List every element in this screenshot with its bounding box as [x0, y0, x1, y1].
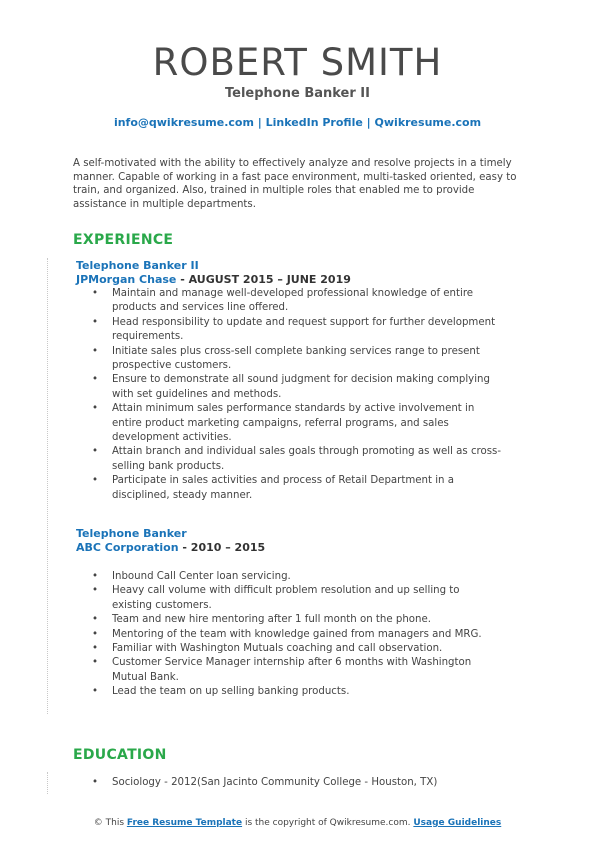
- job-company: JPMorgan Chase: [76, 273, 177, 286]
- list-item: • Participate in sales activities and process of Retail Department in a disciplined, steady manner.: [76, 474, 502, 503]
- job-title: Telephone Banker II: [76, 259, 199, 272]
- email-link[interactable]: info@qwikresume.com: [113, 116, 254, 129]
- experience-divider: [47, 258, 48, 714]
- usage-guidelines-link[interactable]: Usage Guidelines: [413, 818, 502, 828]
- contact-separator: |: [257, 116, 262, 129]
- list-item: • Team and new hire mentoring after 1 full month on the phone.: [76, 613, 502, 627]
- job-entry-1: [76, 259, 516, 503]
- job-company-line: [76, 273, 516, 287]
- list-item: • Familiar with Washington Mutuals coaching and call observation.: [76, 642, 502, 656]
- job-title: Telephone Banker: [76, 527, 187, 540]
- job-company: ABC Corporation: [76, 541, 179, 554]
- linkedin-link[interactable]: LinkedIn Profile: [265, 116, 363, 129]
- footer-middle: is the copyright of Qwikresume.com.: [242, 818, 414, 828]
- list-item: • Customer Service Manager internship after 6 months with Washington Mutual Bank.: [76, 656, 502, 685]
- candidate-title: Telephone Banker II: [225, 86, 370, 101]
- footer-prefix: © This: [93, 818, 127, 828]
- list-item: • Heavy call volume with difficult problem resolution and up selling to existing customers.: [76, 584, 502, 613]
- footer: [0, 818, 595, 828]
- job-company-line: [76, 541, 516, 555]
- website-link[interactable]: Qwikresume.com: [374, 116, 482, 129]
- list-item: • Maintain and manage well-developed professional knowledge of entire products and services line offered.: [76, 287, 502, 316]
- job-bullets: [76, 570, 516, 700]
- job-dates: - 2010 – 2015: [178, 541, 266, 554]
- list-item: • Attain minimum sales performance standards by active involvement in entire product marketing campaigns, referral programs, and sales development activities.: [76, 402, 502, 445]
- job-entry-2: [76, 527, 516, 700]
- list-item: • Sociology - 2012(San Jacinto Community College - Houston, TX): [76, 776, 502, 790]
- list-item: • Lead the team on up selling banking products.: [76, 685, 502, 699]
- contact-separator: |: [366, 116, 371, 129]
- job-dates: - AUGUST 2015 – JUNE 2019: [176, 273, 351, 286]
- candidate-name: ROBERT SMITH: [152, 41, 443, 84]
- summary-paragraph: A self-motivated with the ability to effectively analyze and resolve projects in a timely manner. Capable of working in a fast pace environment, multi-tasked oriented, easy to train, and organized. Also, trained in multiple roles that enabled me to provide assistance in multiple departments.: [73, 158, 517, 210]
- list-item: • Inbound Call Center loan servicing.: [76, 570, 502, 584]
- list-item: • Ensure to demonstrate all sound judgment for decision making complying with set guidelines and methods.: [76, 373, 502, 402]
- list-item: • Mentoring of the team with knowledge gained from managers and MRG.: [76, 628, 502, 642]
- education-heading: EDUCATION: [73, 747, 167, 763]
- education-entry: [76, 776, 516, 790]
- experience-heading: EXPERIENCE: [73, 232, 174, 248]
- job-bullets: [76, 287, 516, 503]
- list-item: • Attain branch and individual sales goals through promoting as well as cross-selling bank products.: [76, 445, 502, 474]
- free-resume-template-link[interactable]: Free Resume Template: [126, 818, 243, 828]
- list-item: • Initiate sales plus cross-sell complete banking services range to present prospective customers.: [76, 345, 502, 374]
- contact-line: [0, 116, 595, 129]
- list-item: • Head responsibility to update and request support for further development requirements.: [76, 316, 502, 345]
- education-divider: [47, 772, 48, 794]
- education-bullets: [76, 776, 516, 790]
